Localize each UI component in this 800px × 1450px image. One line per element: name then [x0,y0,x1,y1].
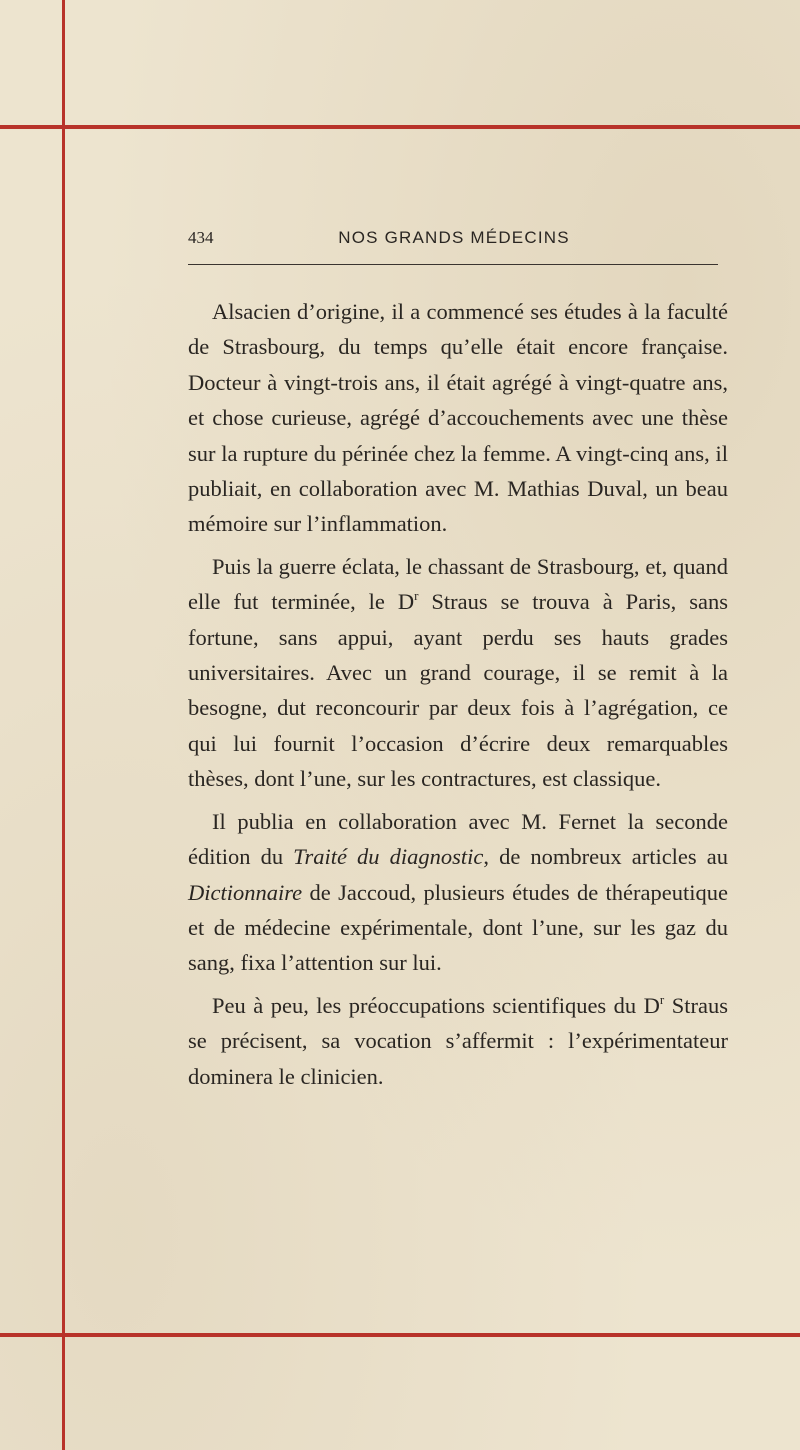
book-title-dictionnaire: Dictionnaire [188,879,303,905]
paragraph-2-part-2: Straus se trouva à Paris, sans fortune, sans appui, ayant perdu ses hauts grades universitaires. Avec un grand courage, il se remit à la besogne, dut reconcourir par deux fois à l’agrégation, ce qui lui fournit l’occasion d’écrire deux remarquables thèses, dont l’une, sur les contractures, est classique. [188,589,728,792]
page-header [188,228,720,256]
paragraph-2 [188,549,728,797]
doctor-superscript: r [659,991,665,1007]
book-title-traite: Traité du diagnostic [293,844,484,870]
paragraph-2-part-1: Puis la guerre éclata, le chassant de Strasbourg, et, quand elle fut terminée, le D [188,553,728,615]
paragraph-4 [188,988,728,1094]
paragraph-3 [188,804,728,981]
paragraph-3-part-3: de Jaccoud, plusieurs études de thérapeutique et de médecine expérimentale, dont l’une, sur les gaz du sang, fixa l’attention sur lui. [188,879,728,976]
paragraph-3-part-1: Il publia en collaboration avec M. Fernet la seconde édition du [188,808,728,870]
margin-rule-bottom [0,1333,800,1337]
header-divider [188,264,718,265]
body-text [188,294,728,1094]
paragraph-1 [188,294,728,542]
margin-rule-vertical [62,0,65,1450]
doctor-superscript: r [414,588,419,604]
page-number: 434 [188,228,214,247]
paragraph-1-text: Alsacien d’origine, il a commencé ses études à la faculté de Strasbourg, du temps qu’elle était encore française. Docteur à vingt-trois ans, il était agrégé à vingt-quatre ans, et chose curieuse, agrégé d’accouchements avec une thèse sur la rupture du périnée chez la femme. A vingt-cinq ans, il publiait, en collaboration avec M. Mathias Duval, un beau mémoire sur l’inflammation. [188,299,728,537]
paragraph-4-part-2: Straus se précisent, sa vocation s’affermit : l’expérimentateur dominera le clinicien. [188,992,729,1089]
running-title: NOS GRANDS MÉDECINS [338,228,570,247]
margin-rule-top [0,125,800,129]
paragraph-3-part-2: , de nombreux articles au [483,844,728,870]
paragraph-4-part-1: Peu à peu, les préoccupations scientifiques du D [212,992,660,1018]
